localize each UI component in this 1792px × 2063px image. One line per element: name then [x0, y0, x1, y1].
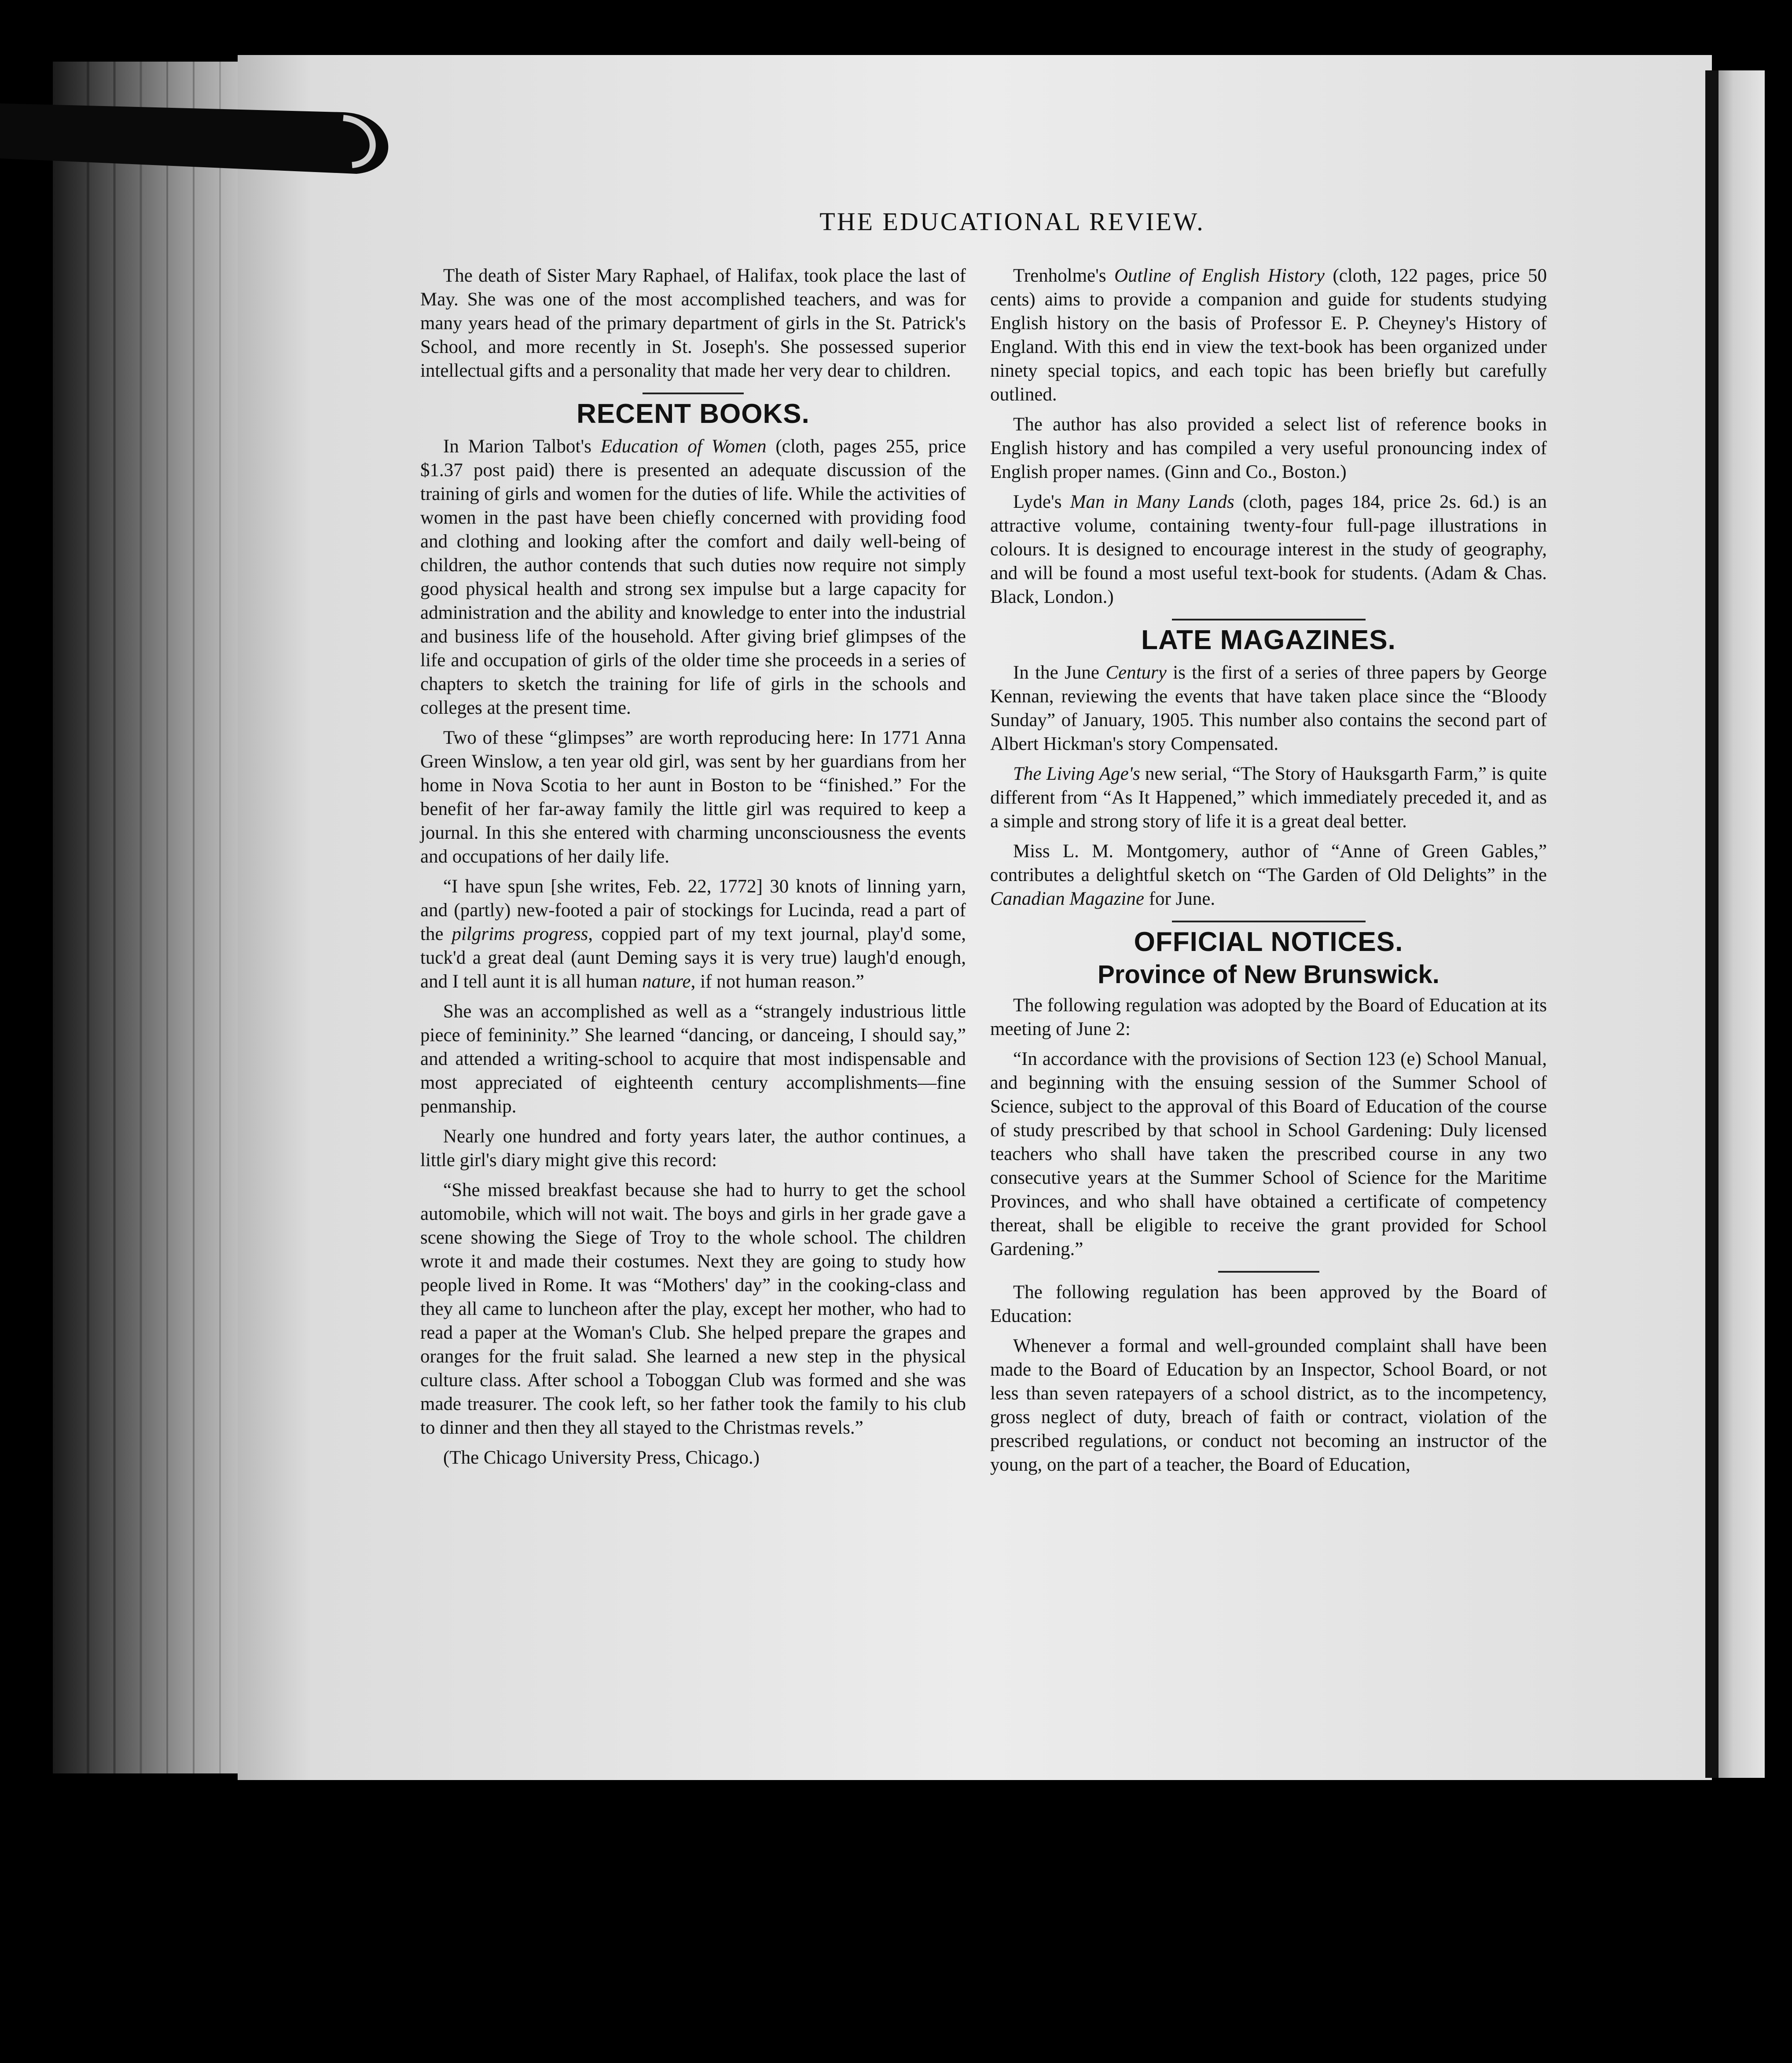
recent-books-heading: RECENT BOOKS.: [577, 399, 810, 429]
section-rule: [1172, 619, 1366, 620]
glimpses-paragraph: Two of these “glimpses” are worth reproducing here: In 1771 Anna Green Winslow, a ten year old girl, was sent by her guardians from her home in Nova Scotia to her aunt in Boston to be “finished.” For the benefit of her far-away family the little girl was required to keep a journal. In this she entered with charming unconsciousness the events and occupations of her daily life.: [420, 727, 966, 867]
regulation-text: “In accordance with the provisions of Section 123 (e) School Manual, and beginning with the ensuing session of the Summer School of Science, subject to the approval of this Board of Education of the course of study prescribed by that school in School Gardening: Duly licensed teachers who shall have taken the prescribed course in any two consecutive years at the Summer School of Science for the Maritime Provinces, and who shall have obtained a certificate of competency thereat, shall be eligible to receive the grant provided for School Gardening.”: [990, 1049, 1547, 1259]
book-title: Man in Many Lands: [1070, 492, 1234, 512]
trenholme-review: Trenholme's Outline of English History (cloth, 122 pages, price 50 cents) aims to provide a companion and guide for students studying English history on the basis of Professor E. P. Cheyney's History of England. With this end in view the text-book has been organized under ninety special topics, and each topic has been briefly but carefully outlined.: [990, 265, 1547, 405]
publisher-note: (The Chicago University Press, Chicago.): [443, 1447, 760, 1468]
regulation-text: Whenever a formal and well-grounded complaint shall have been made to the Board of Education by an Inspector, School Board, or not less than seven ratepayers of a school district, as to the incompetency, gross neglect of duty, breach of faith or contract, violation of the prescribed regulations, or conduct not becoming an instructor of the young, on the part of a teacher, the Board of Education,: [990, 1336, 1547, 1475]
official-notices-heading: OFFICIAL NOTICES.: [1134, 927, 1403, 957]
diary-quote: “She missed breakfast because she had to hurry to get the school automobile, which will not wait. The boys and girls in her grade gave a scene showing the Siege of Troy to the whole school. The children wrote it and made their costumes. Next they are going to study how people lived in Rome. It was “Mothers' day” in the cooking-class and they all came to luncheon after the play, except her mother, who had to read a paper at the Woman's Club. She helped prepare the grapes and oranges for the fruit salad. She learned a new step in the physical culture class. After school a Toboggan Club was formed and she was made treasurer. The cook left, so her father took the family to his club to dinner and then they all stayed to the Christmas revels.”: [420, 1180, 966, 1438]
magazine-title: Canadian Magazine: [990, 888, 1144, 909]
regulation-intro: The following regulation was adopted by the Board of Education at its meeting of June 2:: [990, 995, 1547, 1039]
section-rule: [643, 393, 744, 394]
author-also-paragraph: The author has also provided a select list of reference books in English history and has compiled a very useful pronouncing index of English proper names. (Ginn and Co., Boston.): [990, 414, 1547, 482]
journal-quote: “I have spun [she writes, Feb. 22, 1772] 30 knots of linning yarn, and (partly) new-footed a pair of stockings for Lucinda, read a part of the pilgrims progress, coppied part of my text journal, play'd some, tuck'd a great deal (aunt Deming says it is very true) laugh'd enough, and I tell aunt it is all human nature, if not human reason.”: [420, 876, 966, 992]
province-heading: Province of New Brunswick.: [1098, 960, 1439, 989]
right-column: [990, 264, 1547, 1769]
page-stack-edge: [53, 62, 246, 1773]
facing-page-edge: [1712, 70, 1765, 1778]
section-rule: [1218, 1271, 1319, 1273]
book-title: Education of Women: [600, 436, 767, 457]
nearly-paragraph: Nearly one hundred and forty years later, the author continues, a little girl's diary might give this record:: [420, 1126, 966, 1171]
book-title: Outline of English History: [1114, 265, 1325, 286]
century-item: In the June Century is the first of a series of three papers by George Kennan, reviewing the events that have taken place since the “Bloody Sunday” of January, 1905. This number also contains the second part of Albert Hickman's story Compensated.: [990, 662, 1547, 754]
accomplished-paragraph: She was an accomplished as well as a “strangely industrious little piece of femininity.” She learned “dancing, or danceing, I should say,” and attended a writing-school to acquire that most indispensable and most appreciated of eighteenth century accomplishments—fine penmanship.: [420, 1001, 966, 1117]
lyde-review: Lyde's Man in Many Lands (cloth, pages 184, price 2s. 6d.) is an attractive volume, containing twenty-four full-page illustrations in colours. It is designed to encourage interest in the study of geography, and will be found a most useful text-book for students. (Adam & Chas. Black, London.): [990, 492, 1547, 607]
section-rule: [1172, 921, 1366, 922]
magazine-title: Century: [1105, 662, 1167, 683]
left-column: [420, 264, 966, 1769]
living-age-item: The Living Age's new serial, “The Story of Hauksgarth Farm,” is quite different from “As It Happened,” which immediately preceded it, and as a simple and strong story of life it is a great deal better.: [990, 764, 1547, 832]
montgomery-item: Miss L. M. Montgomery, author of “Anne of Green Gables,” contributes a delightful sketch on “The Garden of Old Delights” in the Canadian Magazine for June.: [990, 841, 1547, 909]
late-magazines-heading: LATE MAGAZINES.: [1141, 625, 1396, 655]
talbot-review: In Marion Talbot's Education of Women (cloth, pages 255, price $1.37 post paid) there is presented an adequate discussion of the training of girls and women for the duties of life. While the activities of women in the past have been chiefly concerned with providing food and clothing and looking after the comfort and daily well-being of children, the author contends that such duties now require not simply good physical health and strong sex impulse but a large capacity for administration and the ability and knowledge to enter into the industrial and business life of the household. After giving brief glimpses of the life and occupation of girls of the older time she proceeds in a series of chapters to sketch the training for life of girls in the schools and colleges at the present time.: [420, 436, 966, 718]
regulation-intro: The following regulation has been approved by the Board of Education:: [990, 1282, 1547, 1326]
magazine-title: The Living Age's: [1013, 764, 1140, 784]
running-head: THE EDUCATIONAL REVIEW.: [819, 207, 1205, 236]
obituary-paragraph: The death of Sister Mary Raphael, of Halifax, took place the last of May. She was one of the most accomplished teachers, and was for many years head of the primary department of girls in the St. Patrick's School, and more recently in St. Joseph's. She possessed superior intellectual gifts and a personality that made her very dear to children.: [420, 265, 966, 381]
